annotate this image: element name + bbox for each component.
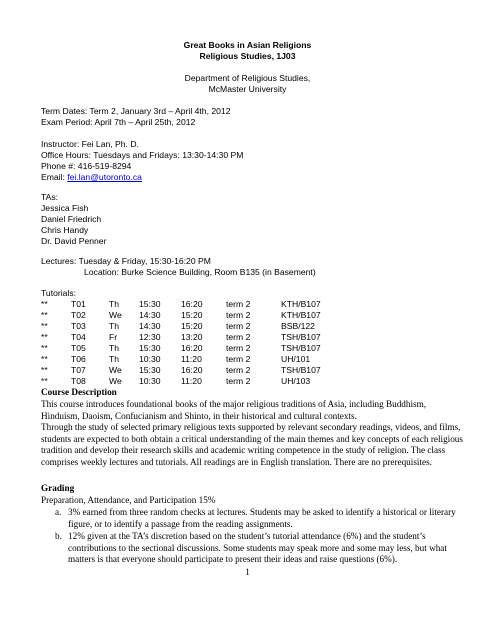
tut-room: UH/101 — [281, 354, 311, 364]
tut-day: Th — [109, 299, 120, 309]
tut-day: Th — [109, 354, 120, 364]
grading-heading: Grading — [41, 483, 75, 493]
ta-name: Daniel Friedrich — [41, 214, 102, 224]
tut-term: term 2 — [226, 343, 251, 353]
tut-term: term 2 — [226, 332, 251, 342]
tut-day: Fr — [109, 332, 118, 342]
tut-marker: ** — [41, 354, 48, 364]
tut-section: T06 — [71, 354, 86, 364]
tut-room: TSH/B107 — [281, 332, 321, 342]
email-link[interactable]: fei.lan@utoronto.ca — [67, 172, 142, 182]
tut-term: term 2 — [226, 299, 251, 309]
tut-section: T01 — [71, 299, 86, 309]
tut-start: 10:30 — [139, 354, 161, 364]
tut-term: term 2 — [226, 365, 251, 375]
tut-end: 11:20 — [181, 376, 202, 386]
page-number: 1 — [245, 567, 250, 577]
tut-room: TSH/B107 — [281, 365, 321, 375]
grading-intro: Preparation, Attendance, and Participation 15% — [41, 495, 216, 505]
tut-start: 14:30 — [139, 321, 161, 331]
tut-day: Th — [109, 321, 120, 331]
university: McMaster University — [208, 84, 287, 94]
grading-item-text: 12% given at the TA’s discretion based on the student’s tutorial attendance (6%) and the student’s contributions to the sectional discussions. Some students may speak more and some may less, but what matters is that everyone should participate to present their ideas and raise questions (6%). — [68, 531, 447, 564]
tut-term: term 2 — [226, 321, 251, 331]
tut-marker: ** — [41, 299, 48, 309]
grading-item-text: 3% earned from three random checks at lectures. Students may be asked to identify a historical or literary figure, or to identify a passage from the reading assignments. — [68, 507, 456, 529]
term-dates: Term Dates: Term 2, January 3rd – April 4th, 2012 — [41, 106, 231, 116]
tas-heading: TAs: — [41, 192, 59, 202]
tut-marker: ** — [41, 310, 48, 320]
tut-start: 14:30 — [139, 310, 161, 320]
tut-term: term 2 — [226, 310, 251, 320]
tut-start: 15:30 — [139, 299, 161, 309]
tut-start: 15:30 — [139, 365, 161, 375]
description-paragraph-2: Through the study of selected primary religious texts supported by relevant secondary readings, videos, and films, students are expected to both obtain a critical understanding of the main themes and key concepts of each religious tradition and develop their research skills and academic writing competence in the study of religion. The class comprises weekly lectures and tutorials. All readings are in English translation. There are no prerequisites. — [41, 422, 463, 467]
tut-room: UH/103 — [281, 376, 311, 386]
email-line — [41, 172, 142, 183]
tut-section: T05 — [71, 343, 86, 353]
tut-marker: ** — [41, 376, 48, 386]
tut-section: T08 — [71, 376, 86, 386]
ta-name: Dr. David Penner — [41, 236, 107, 246]
tut-end: 16:20 — [181, 343, 203, 353]
grading-item-label: b. — [55, 531, 62, 541]
grading-item-label: a. — [55, 507, 62, 517]
tut-section: T02 — [71, 310, 86, 320]
lecture-location: Location: Burke Science Building, Room B135 (in Basement) — [84, 267, 316, 277]
tut-marker: ** — [41, 365, 48, 375]
instructor-name: Instructor: Fei Lan, Ph. D. — [41, 139, 139, 149]
tut-end: 11:20 — [181, 354, 202, 364]
email-label: Email: — [41, 172, 68, 182]
tut-end: 16:20 — [181, 365, 203, 375]
exam-period: Exam Period: April 7th – April 25th, 2012 — [41, 117, 196, 127]
course-code: Religious Studies, 1J03 — [199, 51, 296, 61]
tut-room: KTH/B107 — [281, 299, 321, 309]
tut-room: KTH/B107 — [281, 310, 321, 320]
tut-start: 10:30 — [139, 376, 161, 386]
tut-marker: ** — [41, 343, 48, 353]
tut-start: 12:30 — [139, 332, 161, 342]
tutorials-heading: Tutorials: — [41, 288, 77, 298]
tut-start: 15:30 — [139, 343, 161, 353]
lecture-time: Lectures: Tuesday & Friday, 15:30-16:20 PM — [41, 256, 211, 266]
phone-number: Phone #: 416-519-8294 — [41, 161, 132, 171]
description-paragraph-1: This course introduces foundational books of the major religious traditions of Asia, including Buddhism, Hinduism, Daoism, Confucianism and Shinto, in their historical and cultural contexts. — [41, 399, 427, 421]
tut-section: T07 — [71, 365, 86, 375]
tut-end: 13:20 — [181, 332, 203, 342]
ta-name: Jessica Fish — [41, 203, 89, 213]
tut-day: We — [109, 376, 122, 386]
tut-section: T03 — [71, 321, 86, 331]
tut-end: 16:20 — [181, 299, 203, 309]
tut-marker: ** — [41, 321, 48, 331]
tut-term: term 2 — [226, 376, 251, 386]
tut-end: 15:20 — [181, 310, 203, 320]
tut-room: TSH/B107 — [281, 343, 321, 353]
course-title: Great Books in Asian Religions — [183, 40, 312, 50]
tut-day: Th — [109, 343, 120, 353]
tut-day: We — [109, 365, 122, 375]
ta-name: Chris Handy — [41, 225, 89, 235]
tut-day: We — [109, 310, 122, 320]
tut-end: 15:20 — [181, 321, 203, 331]
description-heading: Course Description — [41, 387, 117, 397]
tut-section: T04 — [71, 332, 86, 342]
tut-marker: ** — [41, 332, 48, 342]
tut-term: term 2 — [226, 354, 251, 364]
tut-room: BSB/122 — [281, 321, 315, 331]
department: Department of Religious Studies, — [184, 73, 311, 83]
office-hours: Office Hours: Tuesdays and Fridays: 13:30-14:30 PM — [41, 150, 244, 160]
